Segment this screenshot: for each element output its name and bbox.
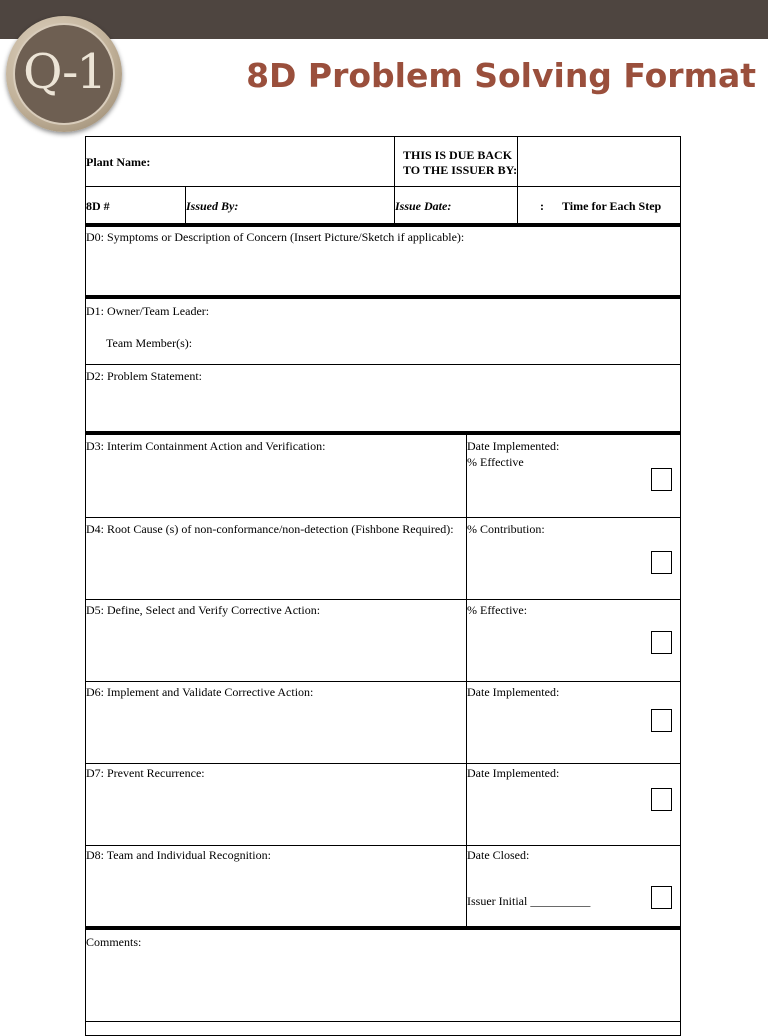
d5-checkbox[interactable] <box>651 631 672 654</box>
d7-left-cell[interactable] <box>86 764 466 845</box>
badge-inner <box>13 23 115 125</box>
d6-label: D6: Implement and Validate Corrective Action: <box>86 685 314 699</box>
row-d1[interactable] <box>86 299 680 365</box>
d8-issuer-initial-label: Issuer Initial __________ <box>467 894 591 908</box>
d6-checkbox[interactable] <box>651 709 672 732</box>
d8-left-cell[interactable] <box>86 846 466 926</box>
row-d0[interactable] <box>86 227 680 299</box>
due-back-label-line2: TO THE ISSUER BY: <box>403 163 518 177</box>
page-title: 8D Problem Solving Format <box>246 56 756 95</box>
d8-right-cell[interactable] <box>466 846 680 926</box>
row-d2[interactable] <box>86 365 680 435</box>
8d-form <box>85 136 681 1036</box>
8d-number-label: 8D # <box>86 199 110 213</box>
d3-effective-label: % Effective <box>467 455 524 469</box>
issue-date-cell[interactable] <box>394 187 517 223</box>
d5-label: D5: Define, Select and Verify Corrective Action: <box>86 603 321 617</box>
d4-label: D4: Root Cause (s) of non-conformance/non-detection (Fishbone Required): <box>86 522 454 536</box>
d3-label: D3: Interim Containment Action and Verification: <box>86 439 326 453</box>
row-plant-name <box>86 137 680 187</box>
d7-right-cell[interactable] <box>466 764 680 845</box>
d7-label: D7: Prevent Recurrence: <box>86 766 205 780</box>
due-back-value-cell[interactable] <box>517 137 680 186</box>
row-comments[interactable] <box>86 930 680 1022</box>
d3-checkbox[interactable] <box>651 468 672 491</box>
plant-name-cell[interactable] <box>86 137 394 186</box>
q1-badge-logo <box>6 16 122 132</box>
issue-date-label: Issue Date: <box>395 199 452 213</box>
d4-left-cell[interactable] <box>86 518 466 599</box>
issued-by-cell[interactable] <box>185 187 394 223</box>
row-8d-info <box>86 187 680 227</box>
time-each-step-cell <box>517 187 680 223</box>
row-d5 <box>86 600 680 682</box>
d4-checkbox[interactable] <box>651 551 672 574</box>
d2-label: D2: Problem Statement: <box>86 369 202 383</box>
d7-checkbox[interactable] <box>651 788 672 811</box>
d4-contribution-label: % Contribution: <box>467 522 545 536</box>
d0-label: D0: Symptoms or Description of Concern (Insert Picture/Sketch if applicable): <box>86 230 465 244</box>
d4-right-cell[interactable] <box>466 518 680 599</box>
d3-left-cell[interactable] <box>86 435 466 517</box>
row-d3 <box>86 435 680 518</box>
d6-right-cell[interactable] <box>466 682 680 763</box>
8d-number-cell[interactable] <box>86 187 185 223</box>
row-d6 <box>86 682 680 764</box>
d1-owner-label: D1: Owner/Team Leader: <box>86 304 210 318</box>
plant-name-label: Plant Name: <box>86 155 151 169</box>
d8-checkbox[interactable] <box>651 886 672 909</box>
d6-left-cell[interactable] <box>86 682 466 763</box>
row-d7 <box>86 764 680 846</box>
d1-members-label: Team Member(s): <box>106 336 193 350</box>
due-back-label-cell <box>394 137 517 186</box>
d5-right-cell[interactable] <box>466 600 680 681</box>
d8-label: D8: Team and Individual Recognition: <box>86 848 271 862</box>
row-d4 <box>86 518 680 600</box>
d6-date-implemented-label: Date Implemented: <box>467 685 560 699</box>
time-each-step-label: Time for Each Step <box>562 199 662 213</box>
comments-label: Comments: <box>86 935 142 949</box>
row-d8 <box>86 846 680 930</box>
badge-text: Q-1 <box>23 44 105 100</box>
d5-left-cell[interactable] <box>86 600 466 681</box>
due-back-label-line1: THIS IS DUE BACK <box>403 148 513 162</box>
d3-date-implemented-label: Date Implemented: <box>467 439 560 453</box>
d8-date-closed-label: Date Closed: <box>467 848 530 862</box>
top-banner <box>0 0 768 39</box>
d3-right-cell[interactable] <box>466 435 680 517</box>
d7-date-implemented-label: Date Implemented: <box>467 766 560 780</box>
issued-by-label: Issued By: <box>186 199 239 213</box>
colon-label: : <box>540 199 544 213</box>
d5-effective-label: % Effective: <box>467 603 528 617</box>
